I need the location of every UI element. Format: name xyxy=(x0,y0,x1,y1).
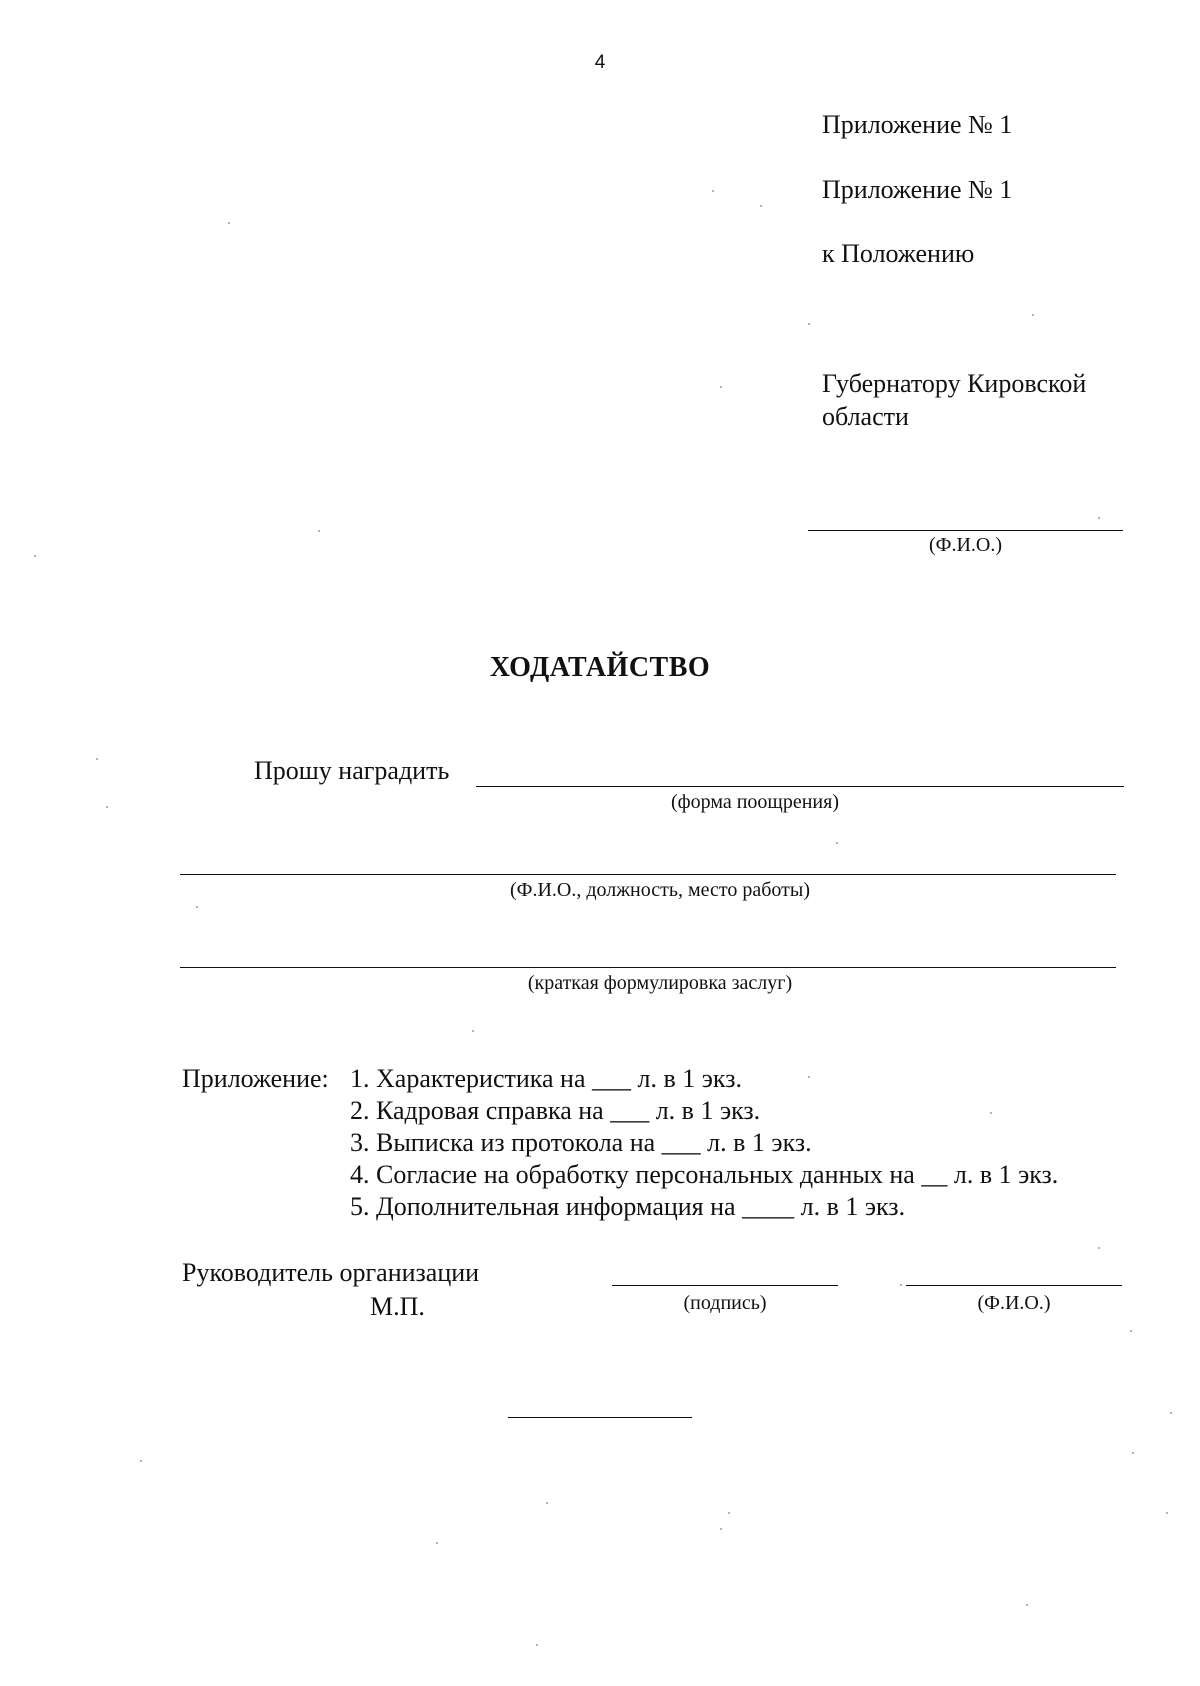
scan-speck xyxy=(712,190,714,192)
scan-speck xyxy=(1032,314,1034,316)
scan-speck xyxy=(436,1542,438,1544)
scan-speck xyxy=(836,842,838,844)
scan-speck xyxy=(1098,1247,1100,1249)
signatory-fio-caption: (Ф.И.О.) xyxy=(977,1292,1051,1314)
scan-speck xyxy=(808,1076,810,1078)
attachment-item: 5. Дополнительная информация на ____ л. в 1 экз. xyxy=(350,1192,906,1221)
scan-speck xyxy=(140,1460,142,1462)
addressee-fio-line xyxy=(808,530,1123,531)
award-form-caption: (форма поощрения) xyxy=(671,791,839,813)
head-of-organization-label: Руководитель организации xyxy=(182,1258,480,1287)
scan-speck xyxy=(1166,1512,1168,1514)
addressee-line-2: области xyxy=(822,402,909,431)
addressee-line-1: Губернатору Кировской xyxy=(822,369,1087,398)
scan-speck xyxy=(728,1512,730,1514)
scan-speck xyxy=(900,1284,902,1286)
signature-caption: (подпись) xyxy=(683,1292,767,1314)
scan-speck xyxy=(228,222,230,224)
scan-speck xyxy=(1170,1412,1172,1414)
end-of-document-line xyxy=(508,1417,692,1418)
scan-speck xyxy=(720,386,722,388)
award-form-line xyxy=(476,786,1124,787)
merits-line xyxy=(180,967,1116,968)
scan-speck xyxy=(106,806,108,808)
person-details-line xyxy=(180,874,1116,875)
appendix-label: Приложение № 1 xyxy=(822,110,1013,139)
scan-speck xyxy=(546,1502,548,1504)
attachments-label: Приложение: xyxy=(182,1064,329,1093)
scan-speck xyxy=(1098,517,1100,519)
request-label: Прошу наградить xyxy=(254,756,450,785)
scan-speck xyxy=(760,205,762,207)
merits-caption: (краткая формулировка заслуг) xyxy=(527,972,793,994)
scan-speck xyxy=(196,906,198,908)
attachment-item: 1. Характеристика на ___ л. в 1 экз. xyxy=(350,1064,742,1093)
stamp-label: М.П. xyxy=(370,1292,425,1321)
appendix-label-repeat: Приложение № 1 xyxy=(822,175,1013,204)
scan-speck xyxy=(808,323,810,325)
scan-speck xyxy=(318,530,320,532)
scan-speck xyxy=(34,555,36,557)
document-title: ХОДАТАЙСТВО xyxy=(489,652,711,683)
scan-speck xyxy=(1130,1330,1132,1332)
scan-speck xyxy=(1132,1452,1134,1454)
person-details-caption: (Ф.И.О., должность, место работы) xyxy=(509,879,810,901)
scan-speck xyxy=(720,1528,722,1530)
scan-speck xyxy=(990,1112,992,1114)
scan-speck xyxy=(472,1030,474,1032)
regulation-reference: к Положению xyxy=(822,239,975,268)
signatory-fio-line xyxy=(906,1285,1122,1286)
scan-speck xyxy=(536,1644,538,1646)
scan-speck xyxy=(96,758,98,760)
attachment-item: 3. Выписка из протокола на ___ л. в 1 экз. xyxy=(350,1128,812,1157)
addressee-fio-caption: (Ф.И.О.) xyxy=(928,534,1002,556)
attachment-item: 2. Кадровая справка на ___ л. в 1 экз. xyxy=(350,1096,761,1125)
scan-speck xyxy=(1026,1604,1028,1606)
signature-line xyxy=(612,1285,838,1286)
attachment-item: 4. Согласие на обработку персональных данных на __ л. в 1 экз. xyxy=(350,1160,1059,1189)
page-number: 4 xyxy=(594,52,606,73)
